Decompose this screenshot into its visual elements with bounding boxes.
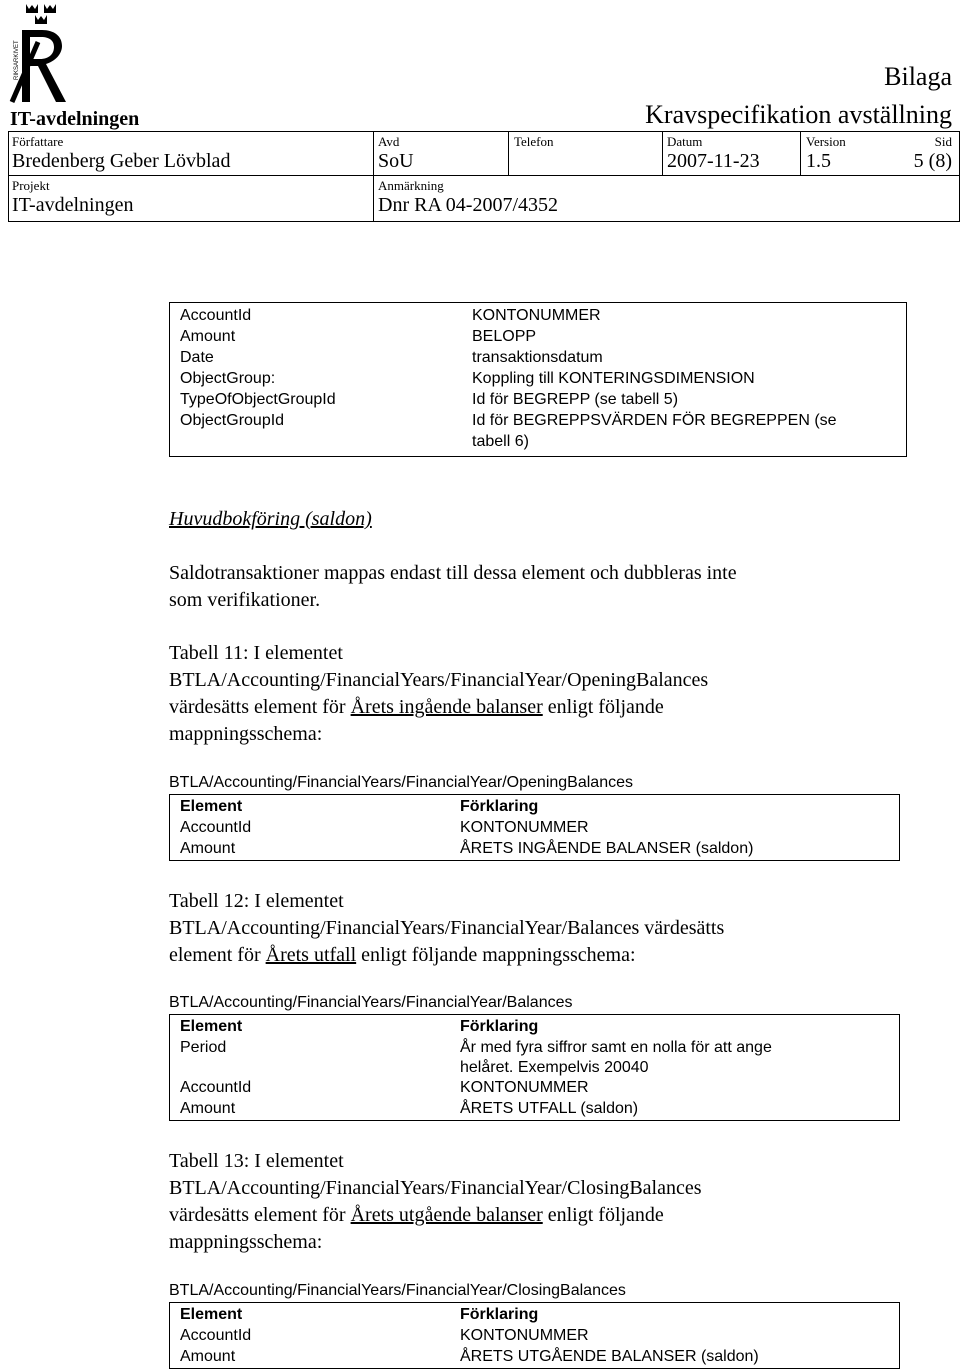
column-header: Element bbox=[180, 1306, 243, 1323]
telefon-label: Telefon bbox=[514, 134, 554, 149]
t13-caption-line1: Tabell 13: I elementet bbox=[169, 1150, 344, 1172]
section-para-line2: som verifikationer. bbox=[169, 589, 321, 611]
t11-caption-line1: Tabell 11: I elementet bbox=[169, 642, 343, 664]
header-divider-datum bbox=[662, 131, 663, 175]
column-header: Förklaring bbox=[460, 1306, 539, 1323]
table-cell: Period bbox=[180, 1039, 227, 1056]
column-header: Förklaring bbox=[460, 798, 539, 815]
mapping-table-11 bbox=[169, 794, 900, 861]
t11-path: BTLA/Accounting/FinancialYears/FinancialYear/OpeningBalances bbox=[169, 774, 633, 791]
header-bilaga: Bilaga bbox=[884, 62, 952, 91]
table-cell: Amount bbox=[180, 1348, 236, 1365]
table-cell: TypeOfObjectGroupId bbox=[180, 391, 336, 408]
t11-caption-line4: mappningsschema: bbox=[169, 723, 323, 745]
table-cell: BELOPP bbox=[472, 328, 537, 345]
t12-path: BTLA/Accounting/FinancialYears/FinancialYear/Balances bbox=[169, 994, 573, 1011]
t11-underlined-term: Årets ingående balanser bbox=[350, 696, 543, 718]
table-header-row bbox=[170, 1303, 900, 1326]
header-org: IT-avdelningen bbox=[10, 108, 140, 130]
table-row bbox=[170, 1325, 900, 1346]
t11-caption-line3 bbox=[169, 694, 664, 721]
table-cell: Amount bbox=[180, 1100, 236, 1117]
projekt-label: Projekt bbox=[12, 178, 50, 193]
header-rule-1 bbox=[8, 131, 960, 132]
version-value: 1.5 bbox=[806, 150, 831, 172]
table-row bbox=[170, 838, 900, 861]
table-row bbox=[170, 389, 907, 410]
t11-caption-line2: BTLA/Accounting/FinancialYears/FinancialYear/OpeningBalances bbox=[169, 669, 709, 691]
table-cell: KONTONUMMER bbox=[460, 1079, 589, 1096]
header-divider-version bbox=[800, 131, 801, 175]
table-cell: helåret. Exempelvis 20040 bbox=[460, 1059, 649, 1076]
datum-value: 2007-11-23 bbox=[667, 150, 760, 172]
mapping-table-top bbox=[169, 302, 907, 457]
table-row bbox=[170, 431, 907, 457]
riksarkivet-logo bbox=[8, 2, 72, 104]
table-row bbox=[170, 1058, 900, 1077]
table-header-row bbox=[170, 1015, 900, 1038]
table-cell: ObjectGroupId bbox=[180, 412, 285, 429]
table-cell: AccountId bbox=[180, 307, 252, 324]
t12-caption-line3 bbox=[169, 942, 636, 969]
header-rule-3 bbox=[8, 221, 960, 222]
table-row bbox=[170, 1037, 900, 1058]
header-divider-avd bbox=[373, 131, 374, 221]
table-cell: KONTONUMMER bbox=[472, 307, 601, 324]
section-para-line1: Saldotransaktioner mappas endast till dessa element och dubbleras inte bbox=[169, 562, 737, 584]
table-cell: ÅRETS INGÅENDE BALANSER (saldon) bbox=[460, 840, 754, 857]
table-row bbox=[170, 347, 907, 368]
table-row bbox=[170, 1077, 900, 1098]
table-cell: Amount bbox=[180, 840, 236, 857]
sid-value: 5 (8) bbox=[913, 150, 952, 172]
forfattare-label: Författare bbox=[12, 134, 64, 149]
sid-label: Sid bbox=[934, 134, 952, 149]
table-row bbox=[170, 410, 907, 431]
anmarkning-value: Dnr RA 04-2007/4352 bbox=[378, 194, 558, 216]
t12-text: element för bbox=[169, 944, 266, 966]
table-cell: AccountId bbox=[180, 1327, 252, 1344]
table-header-row bbox=[170, 795, 900, 818]
t12-underlined-term: Årets utfall bbox=[265, 944, 357, 966]
t13-text: värdesätts element för bbox=[169, 1204, 351, 1226]
header-divider-telefon bbox=[508, 131, 509, 175]
column-header: Element bbox=[180, 1018, 243, 1035]
table-cell: Id för BEGREPP (se tabell 5) bbox=[472, 391, 679, 408]
avd-value: SoU bbox=[378, 150, 414, 172]
table-cell: Date bbox=[180, 349, 214, 366]
table-cell: KONTONUMMER bbox=[460, 819, 589, 836]
table-cell: Koppling till KONTERINGSDIMENSION bbox=[472, 370, 755, 387]
table-cell: AccountId bbox=[180, 819, 252, 836]
t13-caption-line4: mappningsschema: bbox=[169, 1231, 323, 1253]
t13-caption-line3 bbox=[169, 1202, 664, 1229]
table-cell bbox=[170, 1058, 451, 1077]
table-row bbox=[170, 326, 907, 347]
t12-text: enligt följande mappningsschema: bbox=[356, 944, 636, 966]
projekt-value: IT-avdelningen bbox=[12, 194, 134, 216]
t13-underlined-term: Årets utgående balanser bbox=[350, 1204, 543, 1226]
table-cell: ObjectGroup: bbox=[180, 370, 276, 387]
header-rule-2 bbox=[8, 175, 960, 176]
table-cell: KONTONUMMER bbox=[460, 1327, 589, 1344]
table-row bbox=[170, 303, 907, 327]
table-cell: transaktionsdatum bbox=[472, 349, 603, 366]
table-row bbox=[170, 1346, 900, 1369]
anmarkning-label: Anmärkning bbox=[378, 178, 444, 193]
forfattare-value: Bredenberg Geber Lövblad bbox=[12, 150, 231, 172]
table-row bbox=[170, 368, 907, 389]
table-cell: År med fyra siffror samt en nolla för att ange bbox=[460, 1039, 772, 1056]
table-cell: AccountId bbox=[180, 1079, 252, 1096]
column-header: Element bbox=[180, 798, 243, 815]
table-cell bbox=[170, 431, 463, 457]
mapping-table-12 bbox=[169, 1014, 900, 1121]
logo-text: RIKSARKIVET bbox=[14, 40, 20, 80]
t12-caption-line2: BTLA/Accounting/FinancialYears/FinancialYear/Balances värdesätts bbox=[169, 917, 725, 939]
table-cell: tabell 6) bbox=[472, 433, 529, 450]
t13-caption-line2: BTLA/Accounting/FinancialYears/FinancialYear/ClosingBalances bbox=[169, 1177, 702, 1199]
t11-text: värdesätts element för bbox=[169, 696, 351, 718]
table-cell: ÅRETS UTFALL (saldon) bbox=[460, 1100, 639, 1117]
document-title: Kravspecifikation avställning bbox=[645, 100, 952, 129]
datum-label: Datum bbox=[667, 134, 703, 149]
mapping-table-13 bbox=[169, 1302, 900, 1369]
t13-text: enligt följande bbox=[542, 1204, 664, 1226]
avd-label: Avd bbox=[378, 134, 400, 149]
section-heading: Huvudbokföring (saldon) bbox=[169, 508, 372, 530]
table-row bbox=[170, 817, 900, 838]
table-cell: Amount bbox=[180, 328, 236, 345]
t12-caption-line1: Tabell 12: I elementet bbox=[169, 890, 344, 912]
table-cell: Id för BEGREPPSVÄRDEN FÖR BEGREPPEN (se bbox=[472, 412, 837, 429]
table-row bbox=[170, 1098, 900, 1121]
table-cell: ÅRETS UTGÅENDE BALANSER (saldon) bbox=[460, 1348, 759, 1365]
version-label: Version bbox=[806, 134, 846, 149]
header-left-border bbox=[8, 131, 9, 221]
t11-text: enligt följande bbox=[542, 696, 664, 718]
t13-path: BTLA/Accounting/FinancialYears/FinancialYear/ClosingBalances bbox=[169, 1282, 626, 1299]
column-header: Förklaring bbox=[460, 1018, 539, 1035]
